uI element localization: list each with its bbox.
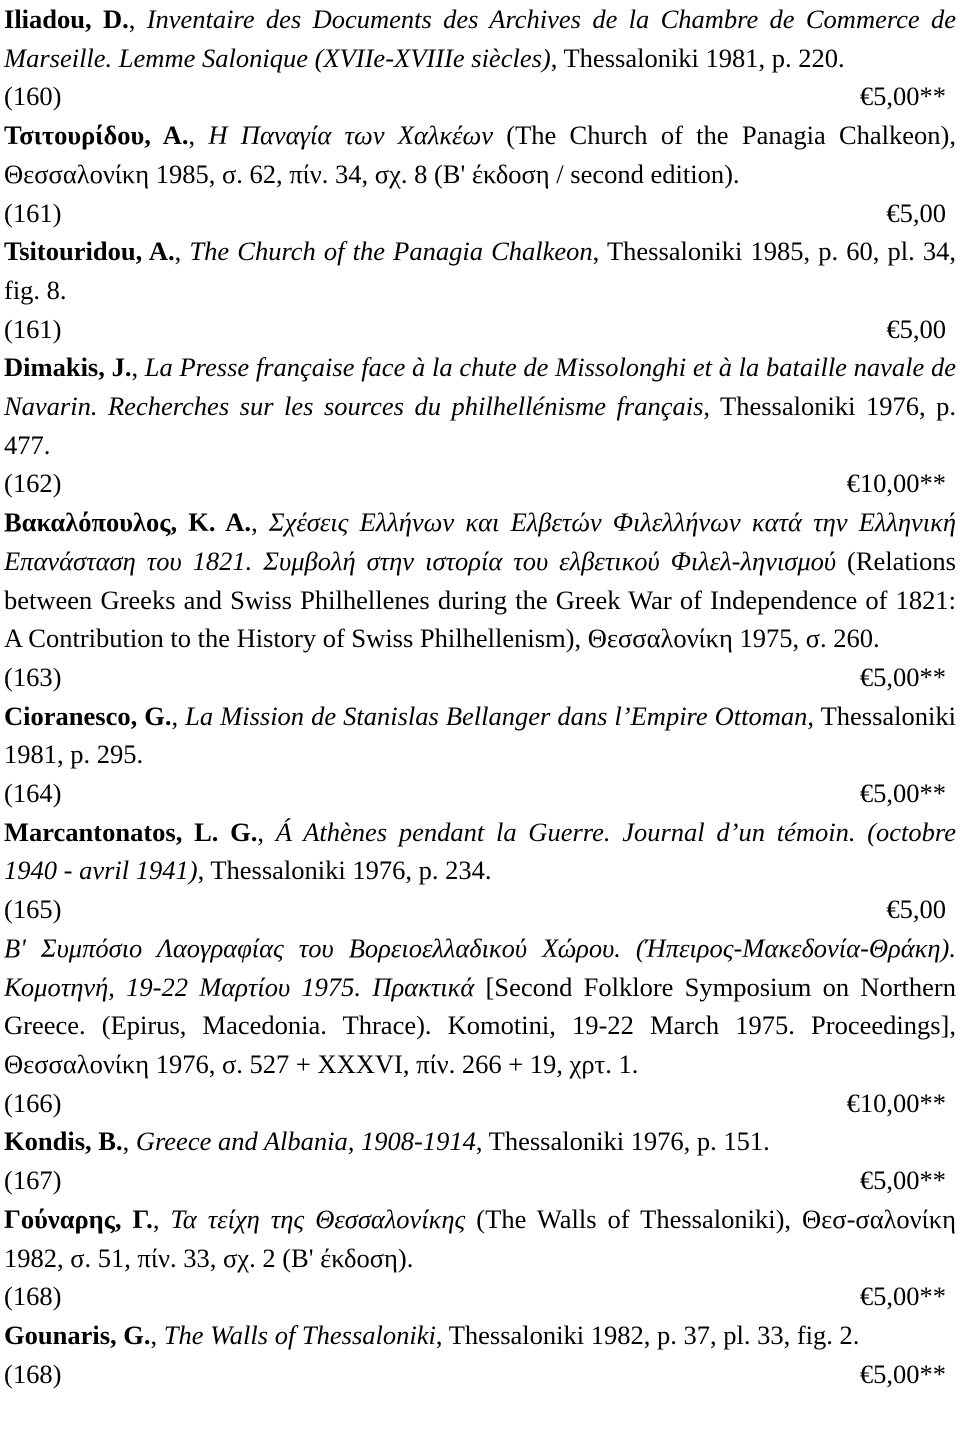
entry-citation <box>4 929 956 1084</box>
entry-citation <box>4 116 956 193</box>
entry-price-line <box>4 1277 956 1316</box>
entry-details: (The Walls of Thessaloniki), Θεσ-σαλονίκη 1982, σ. 51, πίν. 33, σχ. 2 (B' έκδοση). <box>4 1203 956 1273</box>
entry-title: Σχέσεις Ελλήνων και Ελβετών Φιλελλήνων κατά την Ελληνική Επανάσταση του 1821. Συμβολή στην ιστορία του ελβετικού Φιλελ-ληνισμού <box>4 507 957 576</box>
entry-details: , Thessaloniki 1976, p. 234. <box>197 855 492 886</box>
entry-number: (161) <box>4 197 62 228</box>
entry-details: , Thessaloniki 1981, p. 220. <box>550 42 845 73</box>
entry-price-line <box>4 310 956 349</box>
entry-details: (The Church of the Panagia Chalkeon), Θεσσαλονίκη 1985, σ. 62, πίν. 34, σχ. 8 (B' έκδοση / second edition). <box>4 120 957 189</box>
entry-citation <box>4 232 956 309</box>
entry-author: Cioranesco, G. <box>4 700 172 731</box>
entry-price-line <box>4 464 956 503</box>
entry-details: , Thessaloniki 1976, p. 151. <box>475 1126 770 1157</box>
entry-title: Á Athènes pendant la Guerre. Journal d’un témoin. (octobre 1940 - avril 1941) <box>4 816 956 886</box>
entry-separator: , <box>131 352 145 383</box>
entry-price-line <box>4 890 956 929</box>
entry-citation <box>4 503 956 658</box>
entry-title: Η Παναγία των Χαλκέων <box>208 120 493 151</box>
entry-number: (168) <box>4 1358 62 1389</box>
entry-number: (166) <box>4 1087 62 1118</box>
entry-price: €5,00** <box>859 1165 946 1196</box>
entry-price: €5,00** <box>859 778 946 809</box>
entry-details: , Thessaloniki 1981, p. 295. <box>4 700 957 770</box>
entry-price: €5,00** <box>859 1358 946 1389</box>
catalogue-entry <box>4 813 956 929</box>
catalogue-entry <box>4 348 956 503</box>
entry-author: Dimakis, J. <box>4 352 132 383</box>
entry-separator: , <box>150 1319 164 1350</box>
catalogue-entry <box>4 503 956 697</box>
entry-author: Marcantonatos, L. G. <box>4 816 258 847</box>
entry-citation <box>4 1316 956 1355</box>
entry-number: (167) <box>4 1165 62 1196</box>
entry-details: [Second Folklore Symposium on Northern Greece. (Epirus, Macedonia. Thrace). Komotini, 19-22 March 1975. Proceedings], Θεσσαλονίκη 1976, σ. 527 + XXXVI, πίν. 266 + 19, χρτ. 1. <box>4 971 956 1079</box>
entry-separator: , <box>174 236 190 267</box>
entry-author: Tsitouridou, A. <box>4 236 175 267</box>
entry-citation <box>4 1200 956 1277</box>
entry-price-line <box>4 1084 956 1123</box>
entry-details: , Thessaloniki 1982, p. 37, pl. 33, fig. 2. <box>435 1319 860 1350</box>
entry-title: The Walls of Thessaloniki <box>163 1319 436 1350</box>
entry-price-line <box>4 77 956 116</box>
catalogue-entry <box>4 1122 956 1199</box>
entry-price-line <box>4 1161 956 1200</box>
entry-price: €10,00** <box>846 1087 946 1118</box>
entry-details: , Thessaloniki 1976, p. 477. <box>4 391 956 460</box>
entry-author: Βακαλόπουλος, Κ. Α. <box>4 507 252 538</box>
catalogue-entry <box>4 697 956 813</box>
entry-details: (Relations between Greeks and Swiss Philhellenes during the Greek War of Independence of 1821: A Contribution to the History of Swiss Philhellenism), Θεσσαλονίκη 1975, σ. 260. <box>4 545 956 654</box>
catalogue-entries <box>4 0 956 1393</box>
entry-title: Β' Συμπόσιο Λαογραφίας του Βορειοελλαδικού Χώρου. (Ήπειρος-Μακεδονία-Θράκη). Κομοτηνή, 19-22 Μαρτίου 1975. Πρακτικά <box>4 932 956 1002</box>
entry-price: €5,00** <box>859 1281 946 1312</box>
entry-author: Kondis, B. <box>4 1126 123 1157</box>
entry-price-line <box>4 774 956 813</box>
entry-price: €5,00** <box>859 661 946 692</box>
entry-author: Γούναρης, Γ. <box>4 1203 153 1234</box>
entry-citation <box>4 697 956 774</box>
entry-title: La Mission de Stanislas Bellanger dans l’Empire Ottoman <box>185 700 808 731</box>
entry-author: Iliadou, D. <box>4 4 129 34</box>
entry-title: Inventaire des Documents des Archives de la Chambre de Commerce de Marseille. Lemme Salonique (XVIIe-XVIIIe siècles) <box>4 4 957 73</box>
entry-price: €5,00 <box>886 894 946 925</box>
entry-separator: , <box>251 507 269 538</box>
entry-author: Gounaris, G. <box>4 1319 151 1350</box>
entry-separator: , <box>128 4 147 34</box>
catalogue-entry <box>4 116 956 232</box>
entry-number: (162) <box>4 468 62 499</box>
catalogue-entry <box>4 1200 956 1316</box>
catalogue-entry <box>4 1316 956 1393</box>
entry-title: Greece and Albania, 1908-1914 <box>135 1126 476 1157</box>
entry-price: €5,00** <box>859 81 946 112</box>
entry-number: (161) <box>4 313 62 344</box>
entry-citation <box>4 348 956 464</box>
entry-separator: , <box>257 816 276 847</box>
entry-details: , Thessaloniki 1985, p. 60, pl. 34, fig. 8. <box>4 236 957 305</box>
entry-separator: , <box>122 1126 136 1157</box>
entry-author: Τσιτουρίδου, Α. <box>4 120 189 151</box>
entry-title: La Presse française face à la chute de Missolonghi et à la bataille navale de Navarin. Recherches sur les sources du philhellénisme français <box>4 352 957 422</box>
entry-number: (164) <box>4 778 62 809</box>
catalogue-entry <box>4 929 956 1123</box>
entry-price: €5,00 <box>886 197 946 228</box>
entry-separator: , <box>171 700 186 731</box>
entry-price: €5,00 <box>886 313 946 344</box>
entry-citation <box>4 0 956 77</box>
entry-title: The Church of the Panagia Chalkeon <box>189 236 593 267</box>
entry-price-line <box>4 658 956 697</box>
entry-price-line <box>4 194 956 233</box>
entry-separator: , <box>152 1203 171 1234</box>
catalogue-entry <box>4 232 956 348</box>
entry-citation <box>4 1122 956 1161</box>
entry-citation <box>4 813 956 890</box>
entry-number: (168) <box>4 1281 62 1312</box>
entry-number: (160) <box>4 81 62 112</box>
entry-price: €10,00** <box>846 468 946 499</box>
catalogue-entry <box>4 0 956 116</box>
entry-price-line <box>4 1355 956 1394</box>
entry-title: Τα τείχη της Θεσσαλονίκης <box>170 1203 466 1234</box>
entry-number: (165) <box>4 894 62 925</box>
entry-number: (163) <box>4 661 62 692</box>
entry-separator: , <box>188 120 209 151</box>
